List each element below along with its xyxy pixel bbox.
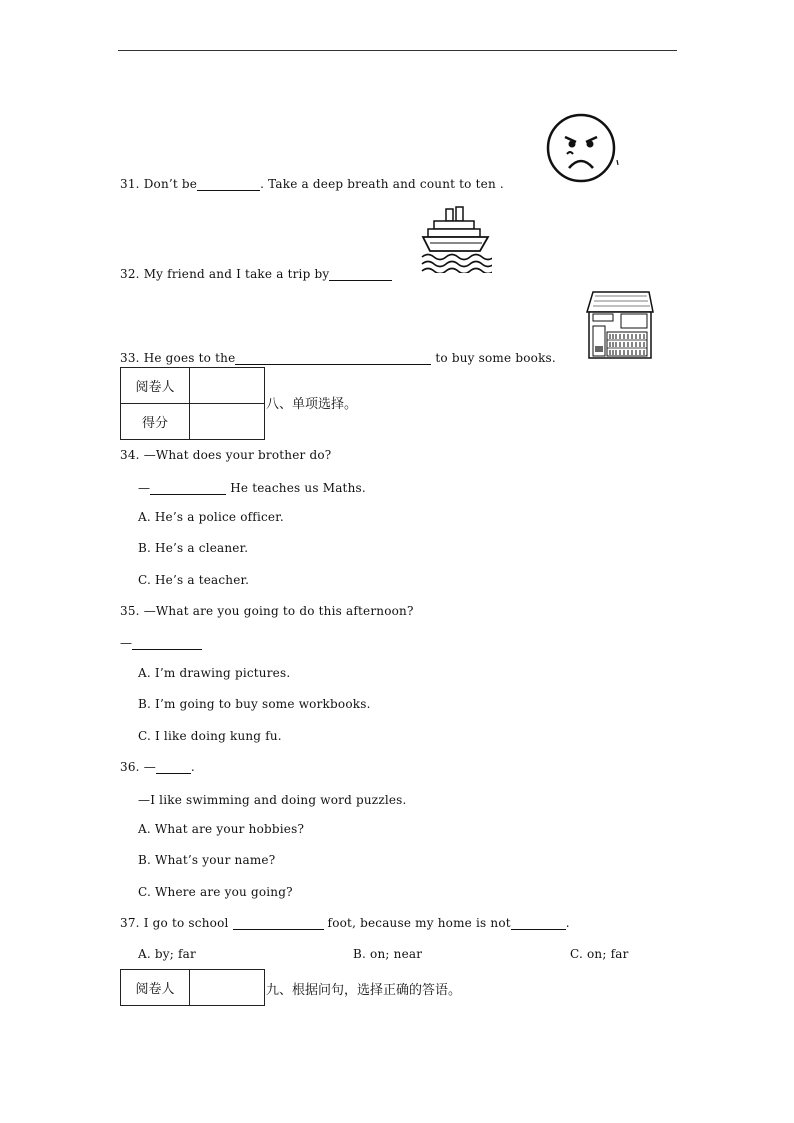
answer-blank[interactable]: [132, 637, 202, 650]
header-rule: [118, 50, 677, 51]
question-34-answer: — He teaches us Maths.: [138, 481, 366, 495]
grader-label: 阅卷人: [121, 368, 190, 404]
bookstore-icon: [585, 290, 655, 360]
grader-cell: [190, 368, 265, 404]
option-a[interactable]: A. by; far: [138, 947, 196, 961]
answer-blank[interactable]: [329, 268, 392, 281]
answer-blank[interactable]: [156, 761, 191, 774]
option-b[interactable]: B. I’m going to buy some workbooks.: [138, 697, 371, 711]
question-33: 33. He goes to the to buy some books.: [120, 351, 556, 365]
section-8-title: 八、单项选择。: [266, 397, 358, 412]
question-31: 31. Don’t be . Take a deep breath and count to ten .: [120, 177, 504, 191]
question-35-answer: —: [120, 636, 202, 650]
question-34: 34. —What does your brother do?: [120, 448, 332, 462]
score-table: [120, 969, 265, 1006]
grader-label: 阅卷人: [121, 970, 190, 1006]
angry-face-icon: [545, 110, 621, 186]
option-c[interactable]: C. Where are you going?: [138, 885, 293, 899]
grader-cell: [190, 970, 265, 1006]
question-37: 37. I go to school foot, because my home is not .: [120, 916, 570, 930]
answer-blank[interactable]: [511, 917, 566, 930]
ship-icon: [420, 205, 492, 273]
answer-blank[interactable]: [235, 352, 431, 365]
score-label: 得分: [121, 404, 190, 440]
question-35: 35. —What are you going to do this afternoon?: [120, 604, 414, 618]
score-cell: [190, 404, 265, 440]
option-b[interactable]: B. What’s your name?: [138, 853, 276, 867]
option-b[interactable]: B. on; near: [353, 947, 423, 961]
question-32: 32. My friend and I take a trip by: [120, 267, 392, 281]
answer-blank[interactable]: [150, 482, 226, 495]
option-a[interactable]: A. He’s a police officer.: [138, 510, 284, 524]
answer-blank[interactable]: [197, 178, 260, 191]
option-c[interactable]: C. He’s a teacher.: [138, 573, 250, 587]
score-table: [120, 367, 265, 440]
option-a[interactable]: A. What are your hobbies?: [138, 822, 305, 836]
question-36-reply: —I like swimming and doing word puzzles.: [138, 793, 407, 807]
question-36: 36. — .: [120, 760, 195, 774]
option-b[interactable]: B. He’s a cleaner.: [138, 541, 249, 555]
answer-blank[interactable]: [233, 917, 324, 930]
section-9-title: 九、根据问句，选择正确的答语。: [266, 983, 462, 998]
option-a[interactable]: A. I’m drawing pictures.: [138, 666, 291, 680]
option-c[interactable]: C. I like doing kung fu.: [138, 729, 282, 743]
option-c[interactable]: C. on; far: [570, 947, 629, 961]
